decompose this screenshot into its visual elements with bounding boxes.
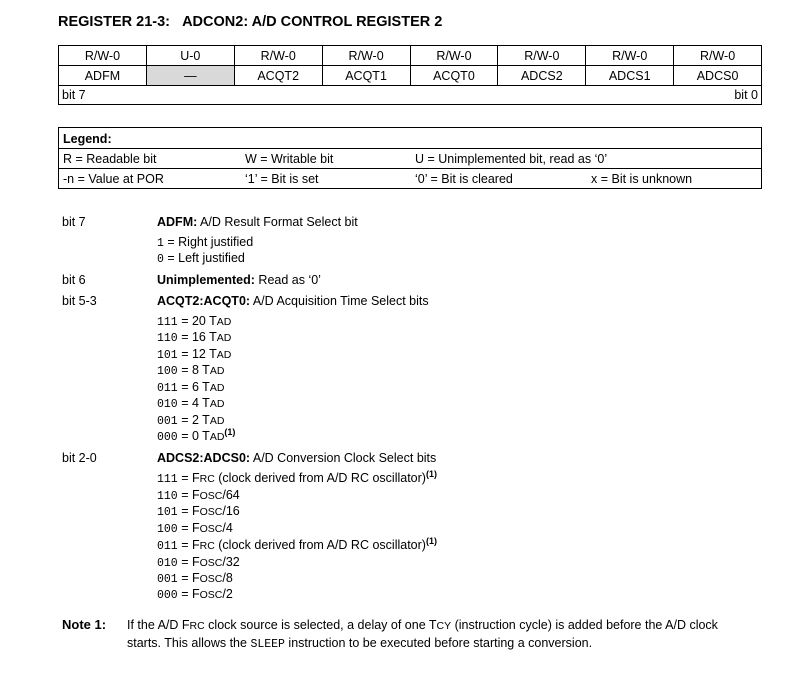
option-pre: = F <box>177 555 200 569</box>
access-cell: R/W-0 <box>674 46 762 66</box>
footnote-ref: (1) <box>425 468 437 479</box>
bit-range-cell <box>59 86 762 105</box>
option-value: = 6 T <box>177 380 210 394</box>
legend-title: Legend: <box>63 132 112 146</box>
option-sub: RC <box>199 473 215 485</box>
option-pre: = F <box>177 521 200 535</box>
adcs-option <box>157 555 240 570</box>
acqt-option <box>157 426 236 444</box>
option-sub: OSC <box>199 506 223 518</box>
option-sub: OSC <box>199 589 223 601</box>
option-unit: AD <box>209 415 225 427</box>
bit6-label: bit 6 <box>62 273 86 287</box>
legend-set: ‘1’ = Bit is set <box>245 172 319 186</box>
bit53-label: bit 5-3 <box>62 294 97 308</box>
legend-box <box>58 127 762 189</box>
acqt-option <box>157 396 224 411</box>
adcs-option <box>157 535 437 553</box>
bit7-heading <box>157 215 358 229</box>
legend-por: -n = Value at POR <box>63 172 164 186</box>
option-unit: AD <box>209 398 225 410</box>
option-code: 111 <box>157 316 178 329</box>
option-code: 1 <box>157 237 164 250</box>
option-pre: = F <box>177 587 200 601</box>
note-part: clock source is selected, a delay of one T <box>204 618 437 632</box>
option-unit: AD <box>209 365 225 377</box>
option-code: 100 <box>157 523 178 536</box>
note-part: If the A/D F <box>127 618 190 632</box>
option-code: 001 <box>157 415 178 428</box>
option-sub: RC <box>199 540 215 552</box>
option-sub: OSC <box>199 573 223 585</box>
option-post: /2 <box>222 587 233 601</box>
bit-name-cell: ACQT1 <box>322 66 410 86</box>
option-text: = Right justified <box>163 235 254 249</box>
bit6-desc: Read as ‘0’ <box>254 273 321 287</box>
option-code: 011 <box>157 382 178 395</box>
register-bit-table <box>58 45 762 105</box>
option-post: /8 <box>222 571 233 585</box>
option-code: 001 <box>157 573 178 586</box>
option-value: = 4 T <box>177 396 210 410</box>
bit20-label: bit 2-0 <box>62 451 97 465</box>
option-pre: = F <box>177 538 200 552</box>
acqt-option <box>157 380 224 395</box>
option-code: 110 <box>157 332 178 345</box>
bit-name-cell: ACQT2 <box>234 66 322 86</box>
bit20-heading <box>157 451 436 465</box>
option-post: /32 <box>222 555 240 569</box>
option-pre: = F <box>177 471 200 485</box>
option-unit: AD <box>216 332 232 344</box>
bit-range-row <box>59 86 762 105</box>
option-value: = 20 T <box>177 314 217 328</box>
option-value: = 12 T <box>177 347 217 361</box>
option-code: 0 <box>157 253 164 266</box>
access-cell: R/W-0 <box>586 46 674 66</box>
bit20-name: ADCS2:ADCS0: <box>157 451 251 465</box>
legend-readable: R = Readable bit <box>63 152 157 166</box>
option-code: 000 <box>157 431 178 444</box>
acqt-option <box>157 363 224 378</box>
option-unit: AD <box>216 316 232 328</box>
option-post: (clock derived from A/D RC oscillator) <box>214 538 426 552</box>
option-unit: AD <box>209 382 225 394</box>
option-post: /16 <box>222 504 240 518</box>
option-code: 101 <box>157 506 178 519</box>
bit-name-row <box>59 66 762 86</box>
bit-name-cell: ACQT0 <box>410 66 498 86</box>
option-code: 000 <box>157 589 178 602</box>
adcs-option <box>157 488 240 503</box>
legend-writable: W = Writable bit <box>245 152 334 166</box>
acqt-option <box>157 413 224 428</box>
access-row <box>59 46 762 66</box>
acqt-option <box>157 314 231 329</box>
option-code: 101 <box>157 349 178 362</box>
bit-name-cell: ADCS1 <box>586 66 674 86</box>
bit53-name: ACQT2:ACQT0: <box>157 294 251 308</box>
legend-cleared: ‘0’ = Bit is cleared <box>415 172 513 186</box>
adcs-option <box>157 587 233 602</box>
adcs-option <box>157 571 233 586</box>
bit-name-cell: ADCS0 <box>674 66 762 86</box>
bit-name-cell: ADFM <box>59 66 147 86</box>
option-unit: AD <box>209 431 225 443</box>
register-title: REGISTER 21-3: ADCON2: A/D CONTROL REGISTER 2 <box>58 14 443 30</box>
option-sub: OSC <box>199 490 223 502</box>
acqt-option <box>157 347 231 362</box>
access-cell: R/W-0 <box>234 46 322 66</box>
bit-name-cell-unimplemented: — <box>146 66 234 86</box>
option-code: 010 <box>157 557 178 570</box>
option-unit: AD <box>216 349 232 361</box>
footnote-ref: (1) <box>425 535 437 546</box>
legend-row <box>59 168 761 190</box>
option-pre: = F <box>177 571 200 585</box>
bit7-label: bit 7 <box>62 215 86 229</box>
option-pre: = F <box>177 504 200 518</box>
option-code: 100 <box>157 365 178 378</box>
option-text: = Left justified <box>163 251 245 265</box>
bit20-desc: A/D Conversion Clock Select bits <box>250 451 437 465</box>
option-code: 111 <box>157 473 178 486</box>
footnote-ref: (1) <box>224 426 236 437</box>
access-cell: R/W-0 <box>322 46 410 66</box>
note-code: SLEEP <box>250 638 285 651</box>
option-value: = 2 T <box>177 413 210 427</box>
legend-unimplemented: U = Unimplemented bit, read as ‘0’ <box>415 152 608 166</box>
option-value: = 0 T <box>177 429 210 443</box>
option-sub: OSC <box>199 523 223 535</box>
adcs-option <box>157 504 240 519</box>
bit53-heading <box>157 294 429 308</box>
option-value: = 16 T <box>177 330 217 344</box>
acqt-option <box>157 330 231 345</box>
option-code: 011 <box>157 540 178 553</box>
note-label: Note 1: <box>62 617 107 632</box>
option-sub: OSC <box>199 557 223 569</box>
bit7-name: ADFM: <box>157 215 198 229</box>
bit7-desc: A/D Result Format Select bit <box>197 215 358 229</box>
legend-row <box>59 148 761 170</box>
bit7-option <box>157 251 245 266</box>
note-part: (instruction cycle) is added before the A/D clock starts. This allows the <box>127 618 718 650</box>
option-pre: = F <box>177 488 200 502</box>
option-code: 110 <box>157 490 178 503</box>
bit7-option <box>157 235 253 250</box>
note-text <box>127 617 747 653</box>
legend-unknown: x = Bit is unknown <box>591 172 693 186</box>
bit6-heading <box>157 273 321 287</box>
option-post: /4 <box>222 521 233 535</box>
access-cell: R/W-0 <box>410 46 498 66</box>
note-sub: CY <box>436 620 452 632</box>
option-post: /64 <box>222 488 240 502</box>
option-value: = 8 T <box>177 363 210 377</box>
bit6-name: Unimplemented: <box>157 273 255 287</box>
bit53-desc: A/D Acquisition Time Select bits <box>250 294 429 308</box>
note-part: instruction to be executed before starting a conversion. <box>284 636 593 650</box>
bit-left-label: bit 7 <box>62 88 86 102</box>
access-cell: R/W-0 <box>59 46 147 66</box>
bit-name-cell: ADCS2 <box>498 66 586 86</box>
note-sub: RC <box>189 620 205 632</box>
bit-right-label: bit 0 <box>734 88 758 102</box>
option-code: 010 <box>157 398 178 411</box>
adcs-option <box>157 521 233 536</box>
access-cell: U-0 <box>146 46 234 66</box>
option-post: (clock derived from A/D RC oscillator) <box>214 471 426 485</box>
adcs-option <box>157 468 437 486</box>
access-cell: R/W-0 <box>498 46 586 66</box>
